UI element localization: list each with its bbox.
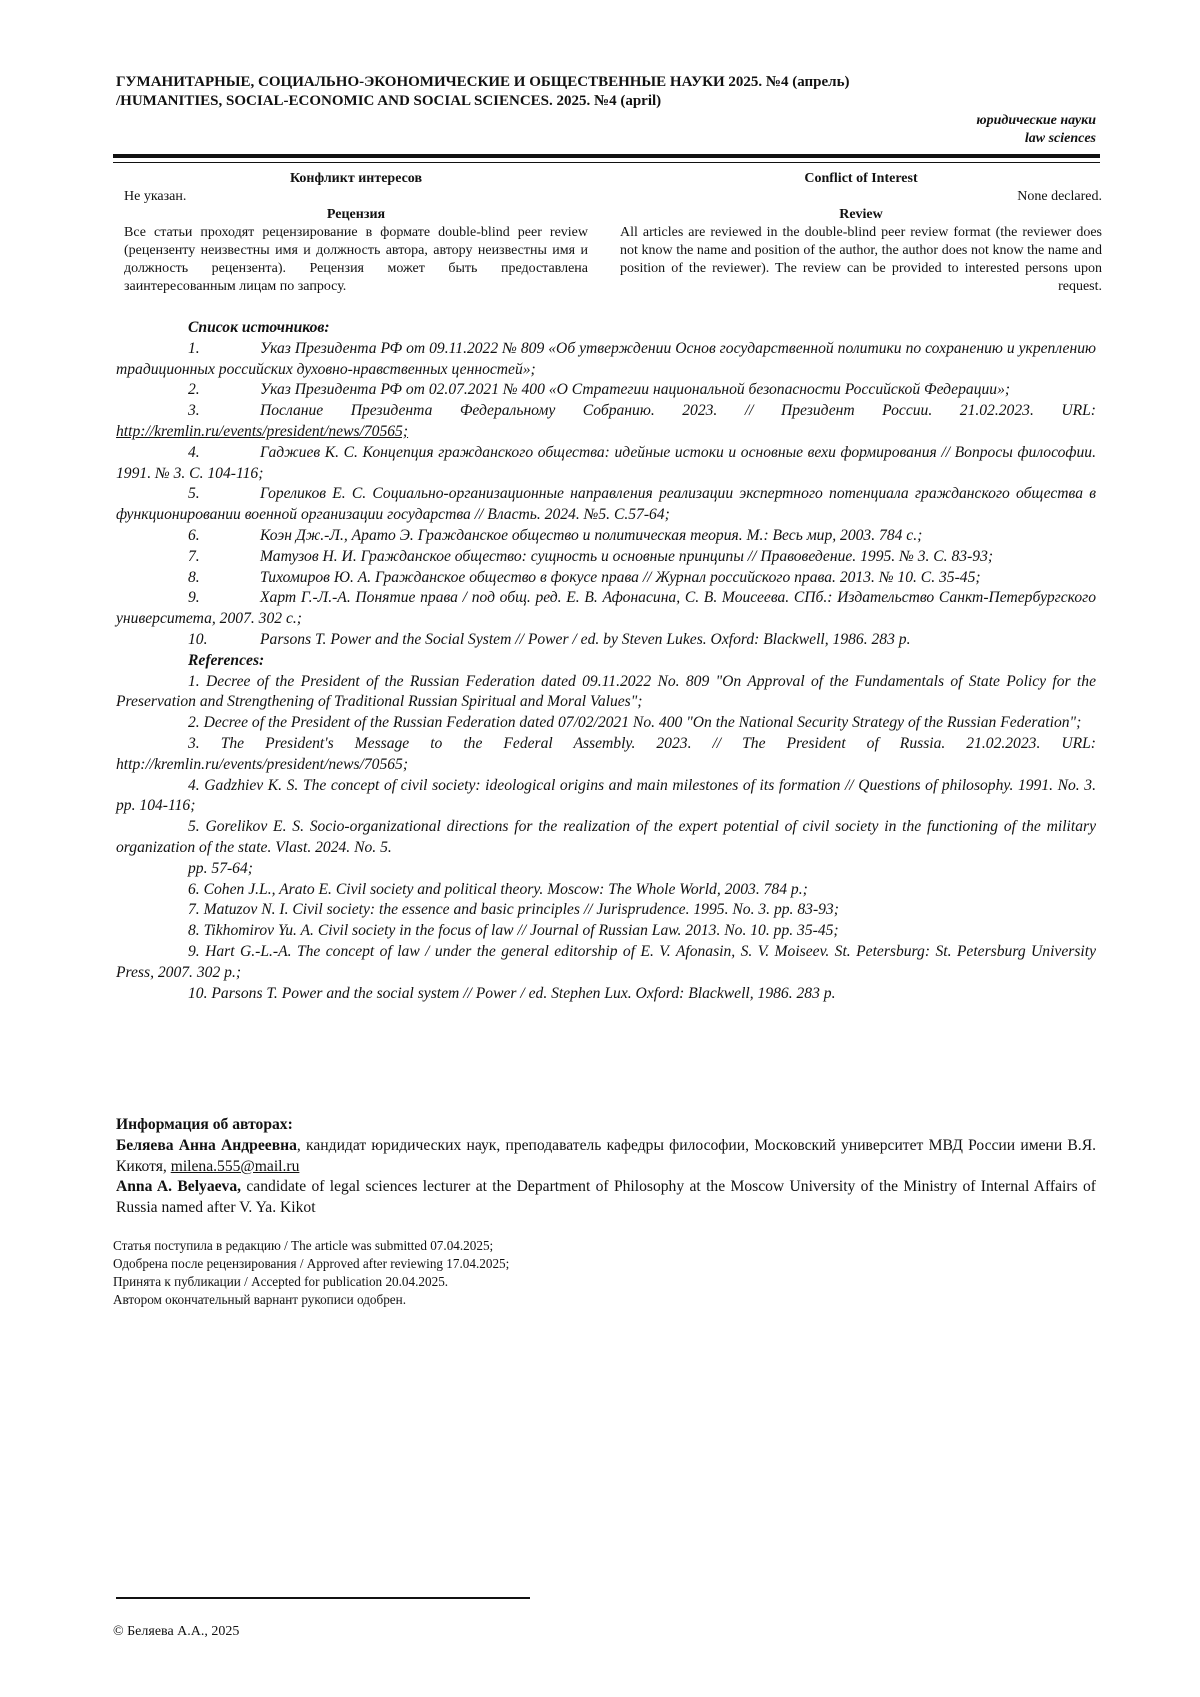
source-text: Харт Г.-Л.-А. Понятие права / под общ. ред. Е. В. Афонасина, С. В. Моисеева. СПб.: Издательство Санкт-Петербургского университета, 2007. 302 с.; bbox=[116, 589, 1096, 628]
author-name-ru: Беляева Анна Андреевна bbox=[116, 1136, 297, 1154]
author-info-heading: Информация об авторах: bbox=[116, 1116, 293, 1133]
author-info bbox=[116, 1115, 1096, 1219]
source-item bbox=[116, 547, 1096, 568]
declarations-ru bbox=[124, 170, 588, 296]
review-text-ru: Все статьи проходят рецензирование в формате double-blind peer review (рецензенту неизвестны имя и должность автора, автору неизвестны имя и должность рецензента). Рецензия может быть предоставлена заинтересованным лицам по запросу. bbox=[124, 225, 588, 294]
source-text: Матузов Н. И. Гражданское общество: сущность и основные принципы // Правоведение. 1995. № 3. С. 83-93; bbox=[260, 547, 994, 565]
reference-item: 3. The President's Message to the Federal Assembly. 2023. // The President of Russia. 21.02.2023. URL: http://kremlin.ru/events/president/news/70565; bbox=[116, 734, 1096, 773]
source-item bbox=[116, 568, 1096, 589]
reference-item: 9. Hart G.-L.-A. The concept of law / under the general editorship of E. V. Afonasin, S. V. Moiseev. St. Petersburg: St. Petersburg University Press, 2007. 302 p.; bbox=[116, 942, 1096, 981]
source-number: 8. bbox=[188, 568, 200, 586]
author-ru bbox=[116, 1136, 1096, 1178]
reference-item: 2. Decree of the President of the Russian Federation dated 07/02/2021 No. 400 "On the National Security Strategy of the Russian Federation"; bbox=[188, 714, 1082, 732]
conflict-heading-ru: Конфликт интересов bbox=[289, 171, 423, 186]
source-text: Коэн Дж.-Л., Арато Э. Гражданское общество и политическая теория. М.: Весь мир, 2003. 784 с.; bbox=[260, 526, 923, 544]
references-heading: References: bbox=[188, 651, 265, 669]
source-text: Указ Президента РФ от 02.07.2021 № 400 «О Стратегии национальной безопасности Российской Федерации»; bbox=[260, 381, 1011, 399]
reference-item-continuation: pp. 57-64; bbox=[188, 859, 253, 877]
article-dates bbox=[113, 1237, 509, 1309]
review-heading-en: Review bbox=[839, 207, 883, 222]
source-number: 3. bbox=[188, 402, 200, 420]
reference-item: 4. Gadzhiev K. S. The concept of civil society: ideological origins and main milestones of its formation // Questions of philosophy. 1991. No. 3. pp. 104-116; bbox=[116, 776, 1096, 815]
source-item bbox=[116, 401, 1096, 443]
author-email-link[interactable]: milena.555@mail.ru bbox=[170, 1157, 300, 1175]
source-text: Гаджиев К. С. Концепция гражданского общества: идейные истоки и основные вехи формирования // Вопросы философии. 1991. № 3. С. 104-116; bbox=[116, 443, 1096, 482]
source-text: Послание Президента Федеральному Собранию. 2023. // Президент России. 21.02.2023. URL: bbox=[260, 402, 1096, 420]
source-item bbox=[116, 526, 1096, 547]
footnote-rule bbox=[116, 1597, 530, 1599]
source-number: 5. bbox=[188, 485, 200, 503]
reference-item: 7. Matuzov N. I. Civil society: the essence and basic principles // Jurisprudence. 1995. No. 3. pp. 83-93; bbox=[188, 901, 839, 919]
sources-heading: Список источников: bbox=[188, 319, 330, 336]
source-text: Гореликов Е. С. Социально-организационные направления реализации экспертного потенциала гражданского общества в функционировании военной организации государства // Власть. 2024. №5. С.57-64; bbox=[116, 485, 1096, 524]
source-number: 1. bbox=[188, 339, 200, 357]
source-item bbox=[116, 380, 1096, 401]
source-number: 4. bbox=[188, 443, 200, 461]
author-en bbox=[116, 1177, 1096, 1219]
reference-item: 1. Decree of the President of the Russian Federation dated 09.11.2022 No. 809 "On Approval of the Fundamentals of State Policy for the Preservation and Strengthening of Traditional Russian Spiritual and Moral Values"; bbox=[116, 672, 1096, 711]
source-item bbox=[116, 588, 1096, 630]
source-number: 6. bbox=[188, 526, 200, 544]
conflict-text-en: None declared. bbox=[1017, 189, 1102, 204]
source-item bbox=[116, 443, 1096, 485]
source-text: Parsons T. Power and the Social System // Power / ed. by Steven Lukes. Oxford: Blackwell, 1986. 283 p. bbox=[260, 630, 911, 648]
rubric-en: law sciences bbox=[1024, 131, 1096, 146]
header-rule-thin bbox=[113, 162, 1100, 163]
author-name-en: Anna A. Belyaeva, bbox=[116, 1178, 242, 1196]
reference-item: 10. Parsons T. Power and the social system // Power / ed. Stephen Lux. Oxford: Blackwell, 1986. 283 p. bbox=[188, 984, 836, 1002]
author-affiliation-en: candidate of legal sciences lecturer at the Department of Philosophy at the Moscow University of the Ministry of Internal Affairs of Russia named after V. Ya. Kikot bbox=[116, 1178, 1096, 1217]
rubric bbox=[976, 112, 1096, 148]
author-affiliation-ru: , кандидат юридических наук, преподаватель кафедры философии, Московский университет МВД России имени В.Я. Кикотя, bbox=[116, 1136, 1097, 1175]
source-text: Тихомиров Ю. А. Гражданское общество в фокусе права // Журнал российского права. 2013. № 10. С. 35-45; bbox=[260, 568, 981, 586]
review-heading-ru: Рецензия bbox=[326, 207, 386, 222]
date-accepted: Принята к публикации / Accepted for publication 20.04.2025. bbox=[113, 1274, 449, 1289]
source-number: 10. bbox=[188, 630, 208, 648]
journal-title-en: /HUMANITIES, SOCIAL-ECONOMIC AND SOCIAL SCIENCES. 2025. №4 (april) bbox=[116, 93, 662, 109]
bibliography bbox=[116, 318, 1096, 1004]
reference-item: 5. Gorelikov E. S. Socio-organizational directions for the realization of the expert potential of civil society in the functioning of the military organization of the state. Vlast. 2024. No. 5. bbox=[116, 818, 1096, 856]
conflict-text-ru: Не указан. bbox=[124, 189, 187, 204]
reference-item: 8. Tikhomirov Yu. A. Civil society in the focus of law // Journal of Russian Law. 2013. No. 10. pp. 35-45; bbox=[188, 922, 839, 940]
review-text-en: All articles are reviewed in the double-blind peer review format (the reviewer does not know the name and position of the author, the author does not know the name and position of the reviewer). The review can be provided to interested persons upon request. bbox=[620, 225, 1102, 294]
source-item bbox=[116, 630, 1096, 651]
rubric-ru: юридические науки bbox=[976, 113, 1096, 128]
source-text: Указ Президента РФ от 09.11.2022 № 809 «Об утверждении Основ государственной политики по сохранению и укреплению традиционных российских духовно-нравственных ценностей»; bbox=[116, 339, 1096, 378]
source-number: 2. bbox=[188, 381, 200, 399]
journal-title-ru: ГУМАНИТАРНЫЕ, СОЦИАЛЬНО-ЭКОНОМИЧЕСКИЕ И ОБЩЕСТВЕННЫЕ НАУКИ 2025. №4 (апрель) bbox=[116, 74, 850, 90]
source-item bbox=[116, 339, 1096, 381]
source-number: 9. bbox=[188, 589, 200, 607]
source-link[interactable]: http://kremlin.ru/events/president/news/70565; bbox=[116, 422, 409, 440]
reference-item: 6. Cohen J.L., Arato E. Civil society and political theory. Moscow: The Whole World, 2003. 784 p.; bbox=[188, 880, 808, 898]
declarations-en bbox=[620, 170, 1102, 296]
date-approved: Одобрена после рецензирования / Approved after reviewing 17.04.2025; bbox=[113, 1256, 510, 1271]
copyright: © Беляева А.А., 2025 bbox=[113, 1624, 240, 1639]
header-rule-thick bbox=[113, 154, 1100, 158]
conflict-heading-en: Conflict of Interest bbox=[804, 171, 918, 186]
source-item bbox=[116, 484, 1096, 526]
date-submitted: Статья поступила в редакцию / The article was submitted 07.04.2025; bbox=[113, 1238, 494, 1253]
manuscript-approval: Автором окончательный варнант рукописи одобрен. bbox=[113, 1292, 407, 1307]
source-number: 7. bbox=[188, 547, 200, 565]
journal-header bbox=[116, 73, 1096, 111]
